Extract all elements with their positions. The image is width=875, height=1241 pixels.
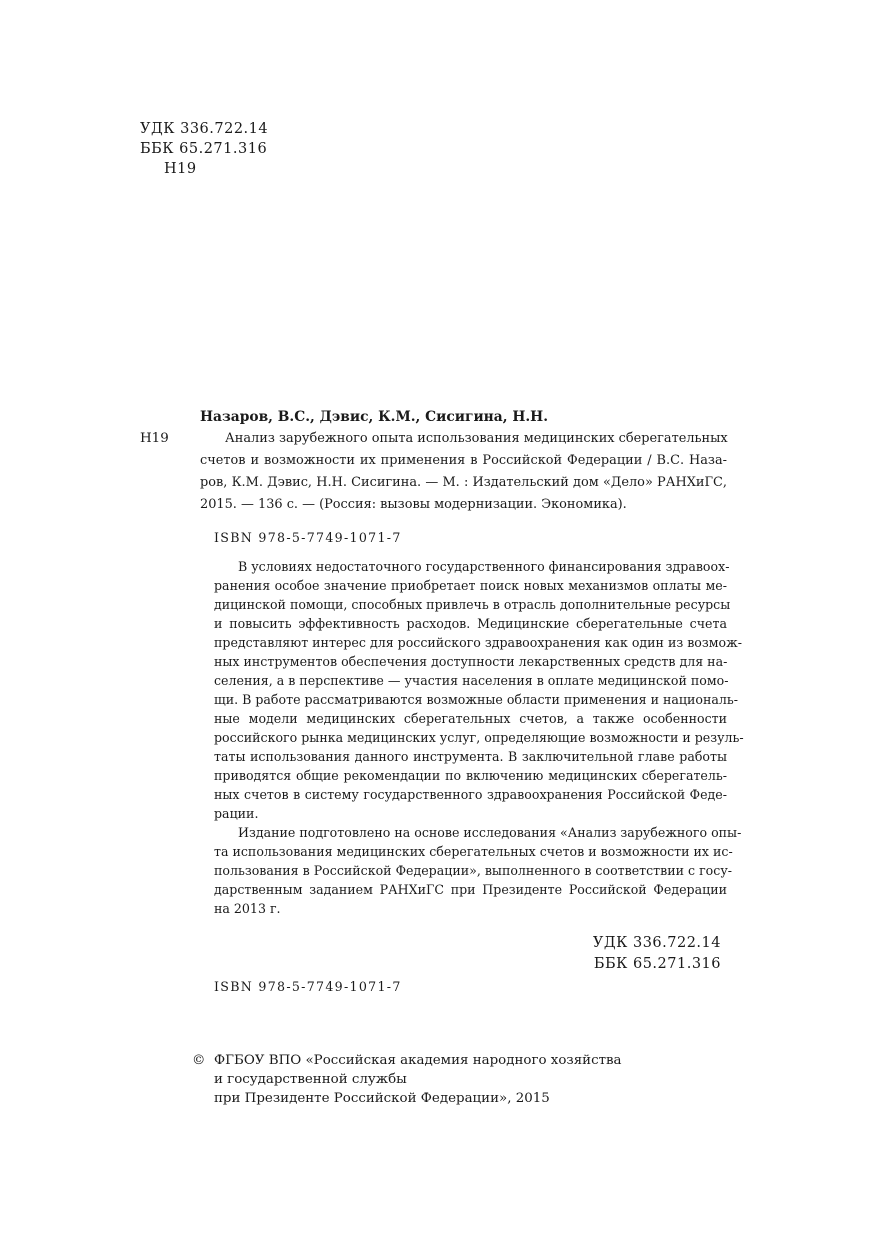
bib-line: ров, К.М. Дэвис, Н.Н. Сисигина. — М. : Издательский дом «Дело» РАНХиГС, [200,475,727,490]
annotation-line: ранения особое значение приобретает поиск новых механизмов оплаты ме- [214,578,727,593]
annotation-line: ных инструментов обеспечения доступности лекарственных средств для на- [214,654,728,669]
bbk-code-top: ББК 65.271.316 [140,141,268,157]
bbk-code-bottom: ББК 65.271.316 [593,956,721,972]
annotation-line: приводятся общие рекомендации по включению медицинских сберегатель- [214,768,727,783]
annotation-line: рации. [214,806,259,821]
author-sign-top: Н19 [164,161,197,177]
annotation-line: на 2013 г. [214,901,281,916]
annotation-line: та использования медицинских сберегательных счетов и возможности их ис- [214,844,733,859]
isbn-top: ISBN 978-5-7749-1071-7 [214,530,402,545]
annotation-line: дицинской помощи, способных привлечь в отрасль дополнительные ресурсы [214,597,731,612]
annotation-line: российского рынка медицинских услуг, определяющие возможности и резуль- [214,730,744,745]
authors-heading: Назаров, В.С., Дэвис, К.М., Сисигина, Н.Н. [200,409,549,425]
annotation-line: селения, а в перспективе — участия населения в оплате медицинской помо- [214,673,729,688]
annotation-line: Издание подготовлено на основе исследования «Анализ зарубежного опы- [238,825,742,840]
annotation-line: представляют интерес для российского здравоохранения как один из возмож- [214,635,742,650]
isbn-bottom: ISBN 978-5-7749-1071-7 [214,979,402,994]
annotation-line: таты использования данного инструмента. В заключительной главе работы [214,749,727,764]
annotation-line: дарственным заданием РАНХиГС при Президенте Российской Федерации [214,882,727,897]
bib-line: Анализ зарубежного опыта использования медицинских сберегательных [225,431,728,446]
copyright-line: ФГБОУ ВПО «Российская академия народного хозяйства [214,1053,622,1068]
udk-code-bottom: УДК 336.722.14 [592,935,721,951]
bib-line: 2015. — 136 с. — (Россия: вызовы модернизации. Экономика). [200,497,627,512]
annotation-line: пользования в Российской Федерации», выполненного в соответствии с госу- [214,863,732,878]
annotation-line: щи. В работе рассматриваются возможные области применения и националь- [214,692,738,707]
copyright-line: при Президенте Российской Федерации», 2015 [214,1091,550,1106]
annotation-line: В условиях недостаточного государственного финансирования здравоох- [238,559,730,574]
bib-line: счетов и возможности их применения в Российской Федерации / В.С. Наза- [200,453,727,468]
annotation-line: ных счетов в систему государственного здравоохранения Российской Феде- [214,787,727,802]
author-sign-record: Н19 [140,431,169,446]
annotation-line: и повысить эффективность расходов. Медицинские сберегательные счета [214,616,727,631]
copyright-symbol: © [192,1053,206,1068]
udk-code-top: УДК 336.722.14 [140,121,269,137]
copyright-line: и государственной службы [214,1072,407,1087]
annotation-line: ные модели медицинских сберегательных счетов, а также особенности [214,711,727,726]
